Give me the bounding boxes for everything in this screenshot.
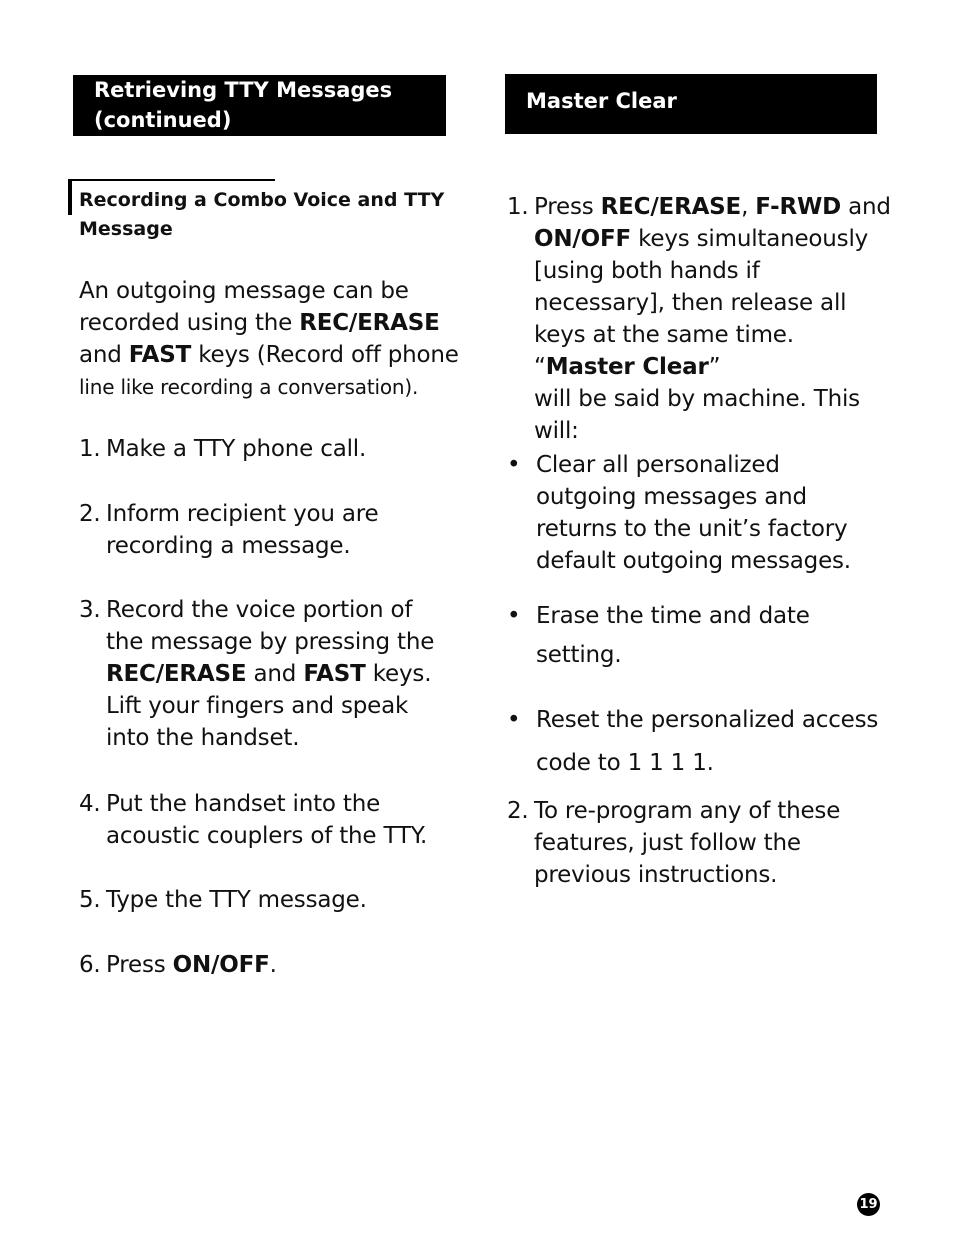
list-item-step-1: 1. Press REC/ERASE, F-RWD and ON/OFF keys simultaneously [using both hands if necessary], then release all keys at the same time. “Master Clear” will be said by machine. This will: — [507, 194, 891, 444]
banner-title: Master Clear — [526, 89, 677, 113]
key-rec-erase: REC/ERASE — [299, 310, 440, 336]
section-banner — [73, 75, 446, 136]
list-item-step-3: 3. Record the voice portion of the message by pressing the REC/ERASE and FAST keys. Lift your fingers and speak into the handset. — [79, 597, 435, 751]
subheading-bar — [68, 179, 72, 215]
bullet-item: • Clear all personalized outgoing messages and returns to the unit’s factory default outgoing messages. — [507, 452, 851, 574]
banner-title-line2: (continued) — [94, 108, 232, 132]
bullet-item: • Reset the personalized access code to 1 1 1 1. — [507, 707, 879, 776]
bullet-item: • Erase the time and date setting. — [507, 603, 810, 668]
subheading-rule — [72, 179, 275, 181]
banner-title-line1: Retrieving TTY Messages — [94, 78, 393, 102]
intro-paragraph: An outgoing message can be recorded using the REC/ERASE and FAST keys (Record off phone line like recording a conversation). — [79, 278, 459, 399]
key-fast: FAST — [128, 342, 192, 368]
list-item-step-2: 2. To re-program any of these features, just follow the previous instructions. — [507, 798, 841, 888]
list-item-step-2: 2. Inform recipient you are recording a message. — [79, 501, 379, 559]
page-number: 19 — [857, 1193, 880, 1216]
list-item-step-4: 4. Put the handset into the acoustic couplers of the TTY. — [79, 791, 428, 849]
list-item-step-5: 5. Type the TTY message. — [79, 887, 367, 913]
subheading-line1: Recording a Combo Voice and TTY — [79, 189, 445, 211]
list-item-step-6: 6. Press ON/OFF. — [79, 952, 277, 978]
section-banner-master-clear — [505, 74, 877, 134]
list-item-step-1: 1. Make a TTY phone call. — [79, 436, 367, 462]
subheading — [79, 186, 459, 244]
subheading-line2: Message — [79, 218, 173, 240]
